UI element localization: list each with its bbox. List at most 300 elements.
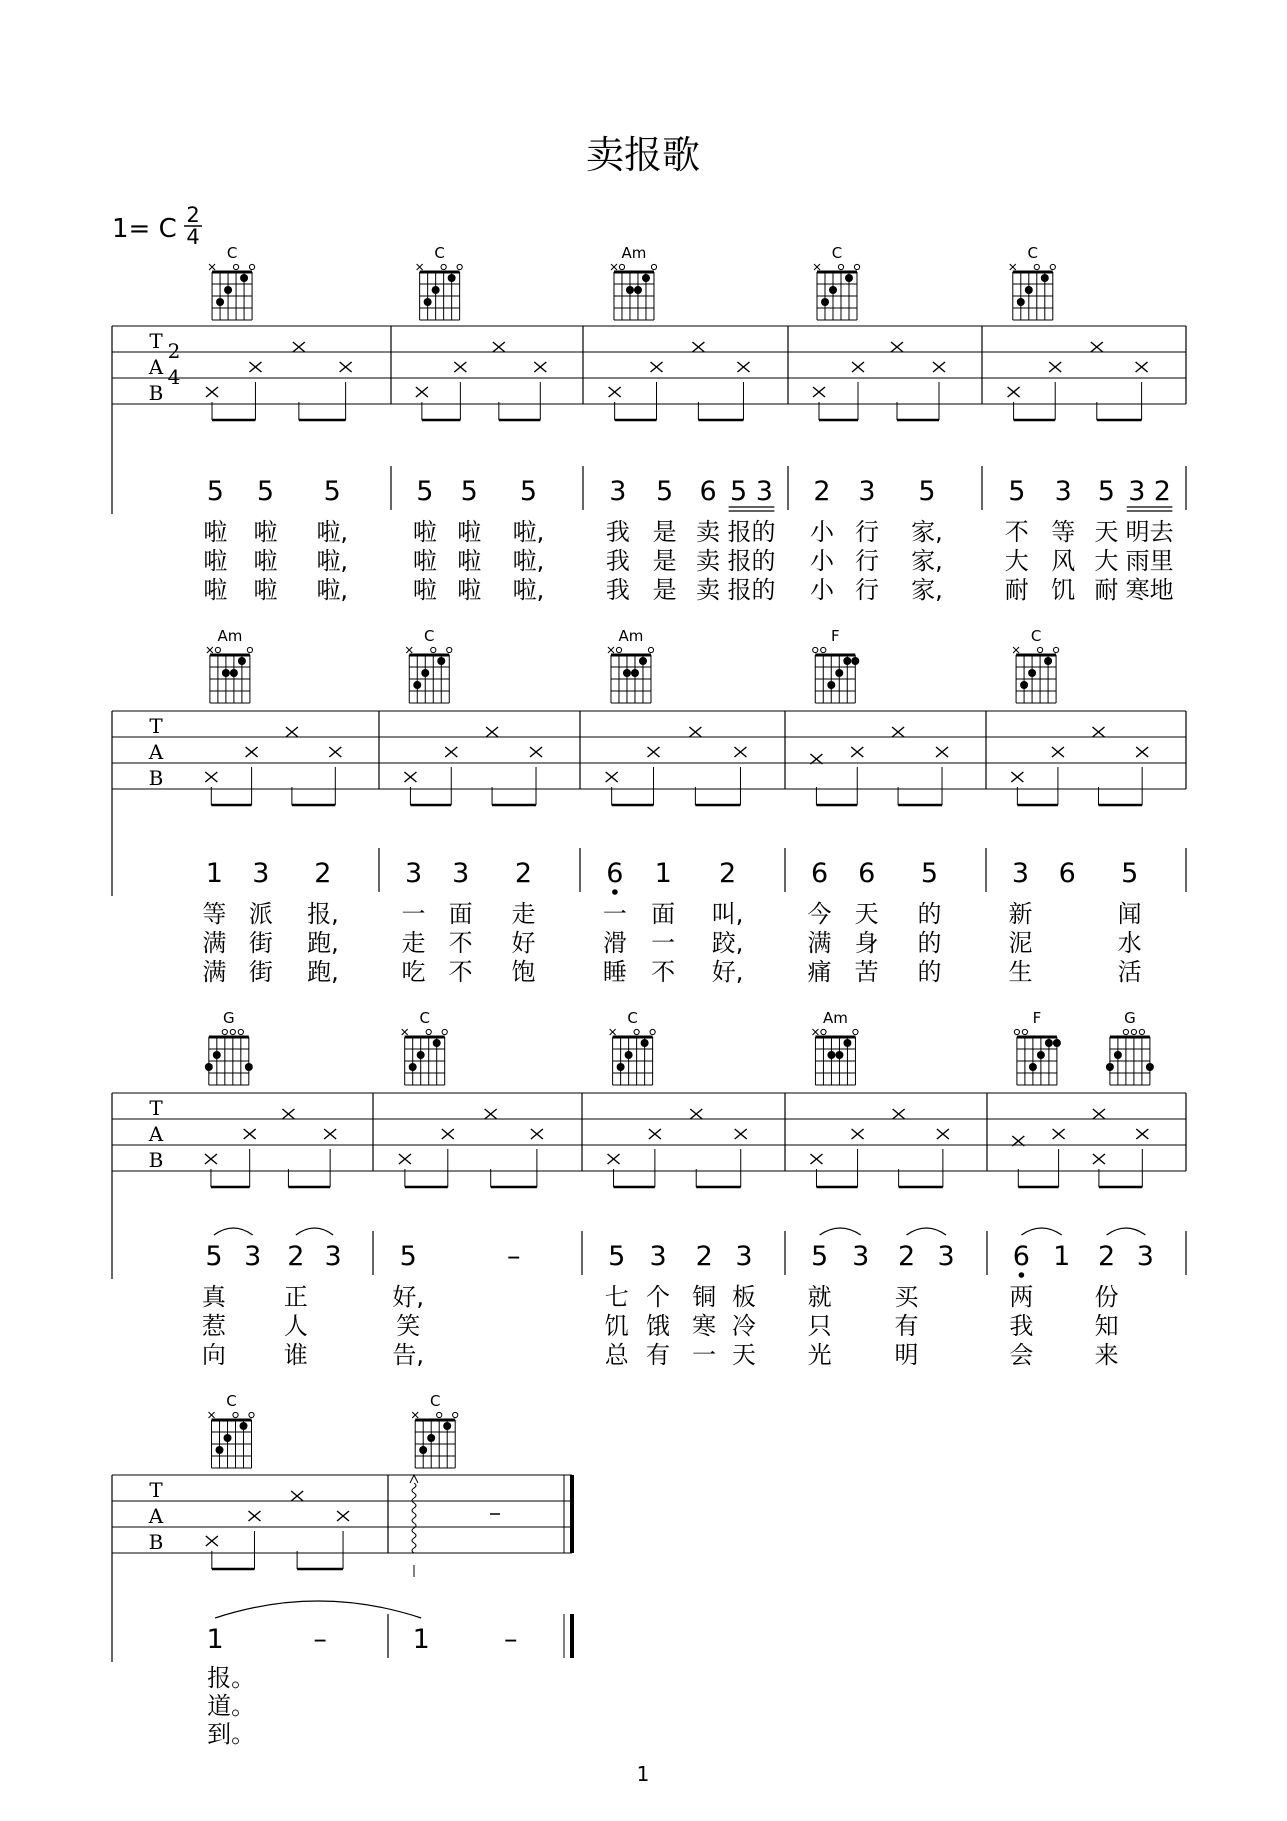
chord-finger-dot [631,669,639,677]
lyric: 总 [604,1341,629,1369]
lyric: 啦, [316,518,349,546]
chord-finger-dot [1053,1039,1061,1047]
notation-low-dot [1019,1272,1025,1278]
lyric: 活 [1117,958,1142,986]
lyric: 啦 [253,518,278,546]
notation-tie [215,1601,421,1618]
lyric: 笑 [396,1312,421,1340]
lyric: 啦 [412,547,437,575]
notation-note: 3 [404,858,423,889]
chord-name: C [1030,627,1042,645]
chord-finger-dot [827,1051,835,1059]
chord-finger-dot [419,1446,427,1454]
lyric: 份 [1094,1283,1119,1311]
chord-finger-dot [829,286,837,294]
notation-note: 3 [649,1241,667,1272]
lyric: 派 [248,900,273,928]
lyric: 卖 [696,576,721,604]
time-signature-bottom: 4 [186,225,200,249]
chord-name: C [627,1009,638,1027]
tab-clef-letter: T [149,329,163,353]
chord-open-string [249,1412,254,1417]
chord-open-string [650,1029,655,1034]
lyric: 一 [651,929,676,957]
lyric: 谁 [283,1341,308,1369]
chord-finger-dot [626,286,634,294]
chord-finger-dot [1045,1039,1053,1047]
notation-note: 1 [654,858,672,889]
chord-diagram [406,627,452,703]
score-system [112,1392,572,1748]
chord-name: C [226,1392,237,1410]
tab-clef-letter: T [149,714,163,738]
chord-diagram [207,627,253,703]
chord-diagram [209,244,255,320]
chord-diagram [814,244,860,320]
chord-open-string [1037,647,1042,652]
chord-finger-dot [1106,1063,1114,1071]
lyric: 大 [1004,547,1029,575]
lyric: 我 [605,518,630,546]
chord-finger-dot [224,1434,232,1442]
chord-open-string [1034,264,1039,269]
lyric: 的 [917,958,942,986]
notation-slur [214,1228,253,1235]
chord-open-string [247,647,252,652]
lyric: 饥 [604,1312,629,1340]
lyric: 街 [248,958,273,986]
lyric: 真 [201,1283,226,1311]
notation-note: 5 [205,1241,223,1272]
notation-note: 3 [858,476,876,507]
lyric: 新 [1008,900,1033,928]
tab-time-top: 2 [167,339,181,363]
lyric: 啦, [316,576,349,604]
notation-note: 5 [460,476,478,507]
lyric: 到。 [207,1720,256,1748]
lyric: 苦 [854,958,879,986]
lyric: 家, [911,547,943,575]
notation-note: 5 [1121,858,1139,889]
chord-diagram [813,627,860,703]
chord-open-string [634,1029,639,1034]
lyric: 啦 [203,518,228,546]
lyric: 一 [602,900,627,928]
tab-clef-letter: A [148,355,164,379]
time-signature-top: 2 [186,203,200,227]
chord-open-string [821,647,826,652]
notation-note: 2 [287,1241,305,1272]
lyric: 是 [652,547,677,575]
chord-finger-dot [843,1039,851,1047]
lyric: 是 [652,576,677,604]
lyric: 行 [855,518,879,546]
notation-note: 6 [1058,858,1076,889]
chord-finger-dot [634,286,642,294]
chord-open-string [233,1412,238,1417]
chord-diagram [611,244,657,320]
chord-open-string [447,647,452,652]
notation-note: 2 [514,858,533,889]
tab-time-bottom: 4 [167,365,181,389]
lyric: 家, [911,518,943,546]
chord-finger-dot [240,1422,248,1430]
lyric: 啦 [412,576,437,604]
chord-finger-dot [1044,657,1052,665]
lyric: 我 [605,576,630,604]
notation-note: 5 [416,476,434,507]
notation-note: 3 [937,1241,955,1272]
notation-slur [1107,1228,1146,1235]
chord-open-string [854,264,859,269]
lyric: 耐 [1094,576,1119,604]
chord-finger-dot [427,1434,435,1442]
lyric: 等 [1051,518,1076,546]
lyric: 啦 [457,576,482,604]
notation-note: 3 [244,1241,262,1272]
notation-slur [820,1228,861,1235]
lyric: 不 [651,958,676,986]
chord-finger-dot [835,669,843,677]
score-systems [112,244,1186,1748]
lyric: 报的 [727,547,776,575]
lyric: 今 [807,900,832,928]
notation-note: 6 [858,858,876,889]
notation-note: 5 [608,1241,626,1272]
notation-slur [1021,1228,1061,1235]
notation-note: 5 [323,476,341,507]
lyric: 报。 [207,1664,256,1692]
lyric: 是 [652,518,677,546]
lyric: 面 [448,900,473,928]
chord-finger-dot [205,1063,213,1071]
lyric: 吃 [401,958,426,986]
lyric: 七 [604,1283,629,1311]
notation-note: 2 [1098,1241,1116,1272]
chord-finger-dot [1114,1051,1122,1059]
notation-note: 6 [810,858,829,889]
lyric: 两 [1009,1283,1034,1311]
notation-note: 1 [206,1624,224,1655]
tab-clef-letter: A [148,1122,164,1146]
lyric: 人 [283,1312,308,1340]
lyric: 满 [807,929,832,957]
chord-diagram [1014,1009,1061,1085]
chord-finger-dot [845,274,853,282]
lyric: 卖 [696,547,721,575]
chord-finger-dot [1028,669,1036,677]
lyric: 一 [401,900,426,928]
chord-finger-dot [843,657,851,665]
notation-note: 5 [920,858,939,889]
notation-note: 6 [1012,1241,1030,1272]
tab-clef-letter: B [148,1148,164,1172]
chord-open-string [821,1029,826,1034]
lyric: 明去 [1125,518,1174,546]
lyric: 好, [392,1283,425,1311]
chord-diagram [402,1009,448,1085]
chord-diagram [1013,627,1059,703]
arpeggio-wave [412,1533,416,1543]
chord-finger-dot [417,1051,425,1059]
lyric: 啦 [457,518,482,546]
lyric: 报, [307,900,339,928]
notation-note: 5 [519,476,538,507]
lyric: 冷 [731,1312,756,1340]
notation-note: 2 [897,1241,916,1272]
chord-finger-dot [409,1063,417,1071]
notation-note: 6 [606,858,624,889]
lyric: 向 [201,1341,226,1369]
lyric: 耐 [1004,576,1029,604]
chord-finger-dot [1017,298,1025,306]
lyric: 我 [1009,1312,1034,1340]
chord-finger-dot [642,274,650,282]
lyric: 啦 [253,547,278,575]
chord-name: C [419,1009,430,1027]
chord-diagram [610,1009,656,1085]
chord-diagram [1106,1009,1154,1085]
chord-name: F [1032,1009,1042,1027]
chord-finger-dot [222,669,230,677]
notation-note: 5 [1008,476,1026,507]
notation-note: 3 [1128,476,1146,507]
lyric: 寒 [692,1312,717,1340]
notation-note: 3 [755,476,773,507]
tab-clef-letter: B [148,766,164,790]
tab-clef-letter: T [149,1478,163,1502]
chord-open-string [442,1029,447,1034]
arpeggio-wave [412,1503,416,1513]
lyric: 闻 [1117,900,1142,928]
lyric: 啦 [457,547,482,575]
chord-open-string [853,1029,858,1034]
notation-note: 5 [730,476,748,507]
notation-note: 1 [412,1624,430,1655]
lyric: 报的 [727,576,776,604]
lyric: 大 [1094,547,1119,575]
chord-open-string [813,647,818,652]
lyric: 跤, [711,929,744,957]
lyric: 惹 [201,1312,226,1340]
notation-note: 5 [206,476,224,507]
chord-open-string [1123,1029,1128,1034]
lyric: 的 [917,929,942,957]
score-system [112,627,1186,986]
lyric: 啦 [203,576,228,604]
lyric: 饱 [511,958,536,986]
lyric: 板 [731,1283,756,1311]
score-system [112,1009,1186,1369]
chord-finger-dot [623,669,631,677]
chord-finger-dot [413,681,421,689]
notation-note: 3 [852,1241,870,1272]
lyric: 寒地 [1125,576,1174,604]
notation-note: 3 [1136,1241,1154,1272]
lyric: 我 [605,547,630,575]
key-signature: 1= C [112,214,177,244]
notation-note: 2 [314,858,332,889]
chord-finger-dot [245,1063,253,1071]
lyric: 只 [807,1312,832,1340]
chord-diagram [209,1392,255,1468]
lyric: 啦 [412,518,437,546]
notation-note: 3 [735,1241,753,1272]
lyric: 来 [1094,1341,1119,1369]
chord-finger-dot [1025,286,1033,294]
lyric: 就 [807,1283,832,1311]
lyric: 滑 [602,929,627,957]
page-number: 1 [636,1762,650,1786]
chord-finger-dot [238,657,246,665]
chord-finger-dot [639,657,647,665]
lyric: 好, [711,958,744,986]
lyric: 的 [917,900,942,928]
chord-open-string [648,647,653,652]
chord-open-string [457,264,462,269]
lyric: 不 [448,958,473,986]
chord-finger-dot [216,1446,224,1454]
chord-open-string [453,1412,458,1417]
lyric: 不 [1004,518,1029,546]
chord-open-string [215,647,220,652]
lyric: 不 [448,929,473,957]
chord-open-string [651,264,656,269]
notation-note: 2 [1153,476,1171,507]
chord-finger-dot [216,298,224,306]
lyric: 生 [1008,958,1033,986]
lyric: 家, [911,576,943,604]
lyric: 道。 [207,1692,256,1720]
lyric: 一 [692,1341,717,1369]
chord-finger-dot [437,657,445,665]
chord-open-string [1053,647,1058,652]
notation-note: 5 [1097,476,1115,507]
lyric: 睡 [602,958,627,986]
lyric: 会 [1009,1341,1034,1369]
lyric: 饿 [646,1312,671,1340]
chord-name: Am [217,627,243,645]
arpeggio-wave [412,1483,416,1493]
chord-finger-dot [240,274,248,282]
chord-name: C [434,244,445,262]
lyric: 水 [1117,929,1142,957]
chord-finger-dot [1041,274,1049,282]
chord-open-string [441,264,446,269]
chord-open-string [1050,264,1055,269]
chord-finger-dot [424,298,432,306]
arpeggio-wave [412,1543,416,1553]
chord-diagram [1010,244,1056,320]
lyric: 痛 [807,958,832,986]
chord-open-string [233,264,238,269]
lyric: 小 [810,576,834,604]
notation-note: 3 [452,858,470,889]
chord-name: G [1124,1009,1136,1027]
lyric: 有 [646,1341,671,1369]
notation-note: 5 [918,476,936,507]
lyric: 买 [894,1283,919,1311]
chord-open-string [238,1029,243,1034]
lyric: 小 [810,518,834,546]
lyric: 行 [855,576,879,604]
chord-open-string [230,1029,235,1034]
chord-name: C [429,1392,441,1410]
lyric: 告, [392,1341,425,1369]
chord-finger-dot [641,1039,649,1047]
notation-note: 3 [1054,476,1072,507]
tab-clef-letter: A [148,1504,164,1528]
tab-clef-letter: B [148,381,164,405]
notation-note: 1 [205,858,223,889]
tab-clef-letter: A [148,740,164,764]
notation-note: 5 [399,1241,417,1272]
lyric: 明 [894,1341,919,1369]
chord-diagram [417,244,463,320]
chord-name: C [424,627,435,645]
lyric: 小 [810,547,834,575]
chord-open-string [426,1029,431,1034]
lyric: 好 [511,929,536,957]
lyric: 啦, [512,576,545,604]
chord-finger-dot [421,669,429,677]
chord-diagram [608,627,654,703]
lyric: 啦, [512,547,545,575]
lyric: 光 [807,1341,832,1369]
lyric: 啦 [253,576,278,604]
lyric: 街 [248,929,273,957]
chord-name: C [831,244,843,262]
lyric: 啦 [203,547,228,575]
notation-note: 3 [609,476,627,507]
chord-name: C [226,244,238,262]
chord-finger-dot [1020,681,1028,689]
lyric: 天 [854,900,879,928]
notation-note: 3 [324,1241,342,1272]
notation-note: 3 [252,858,270,889]
chord-finger-dot [1146,1063,1154,1071]
notation-note: 6 [699,476,717,507]
notation-dash: – [504,1624,518,1655]
score-system [112,244,1186,604]
lyric: 个 [646,1283,671,1311]
chord-diagram [412,1392,458,1468]
chord-open-string [249,264,254,269]
arpeggio-wave [412,1513,416,1523]
chord-finger-dot [224,286,232,294]
lyric: 等 [202,900,227,928]
lyric: 卖 [696,518,721,546]
chord-finger-dot [1037,1051,1045,1059]
chord-open-string [222,1029,227,1034]
lyric: 身 [854,929,879,957]
lyric: 走 [511,900,536,928]
notation-low-dot [612,889,618,895]
lyric: 走 [401,929,426,957]
chord-open-string [838,264,843,269]
notation-slur [296,1228,333,1235]
chord-diagram [205,1009,253,1085]
lyric: 知 [1094,1312,1119,1340]
lyric: 叫, [711,900,744,928]
chord-finger-dot [230,669,238,677]
lyric: 雨里 [1125,547,1174,575]
chord-open-string [431,647,436,652]
notation-note: 2 [695,1241,713,1272]
lyric: 正 [283,1283,308,1311]
lyric: 面 [651,900,676,928]
chord-open-string [1131,1029,1136,1034]
